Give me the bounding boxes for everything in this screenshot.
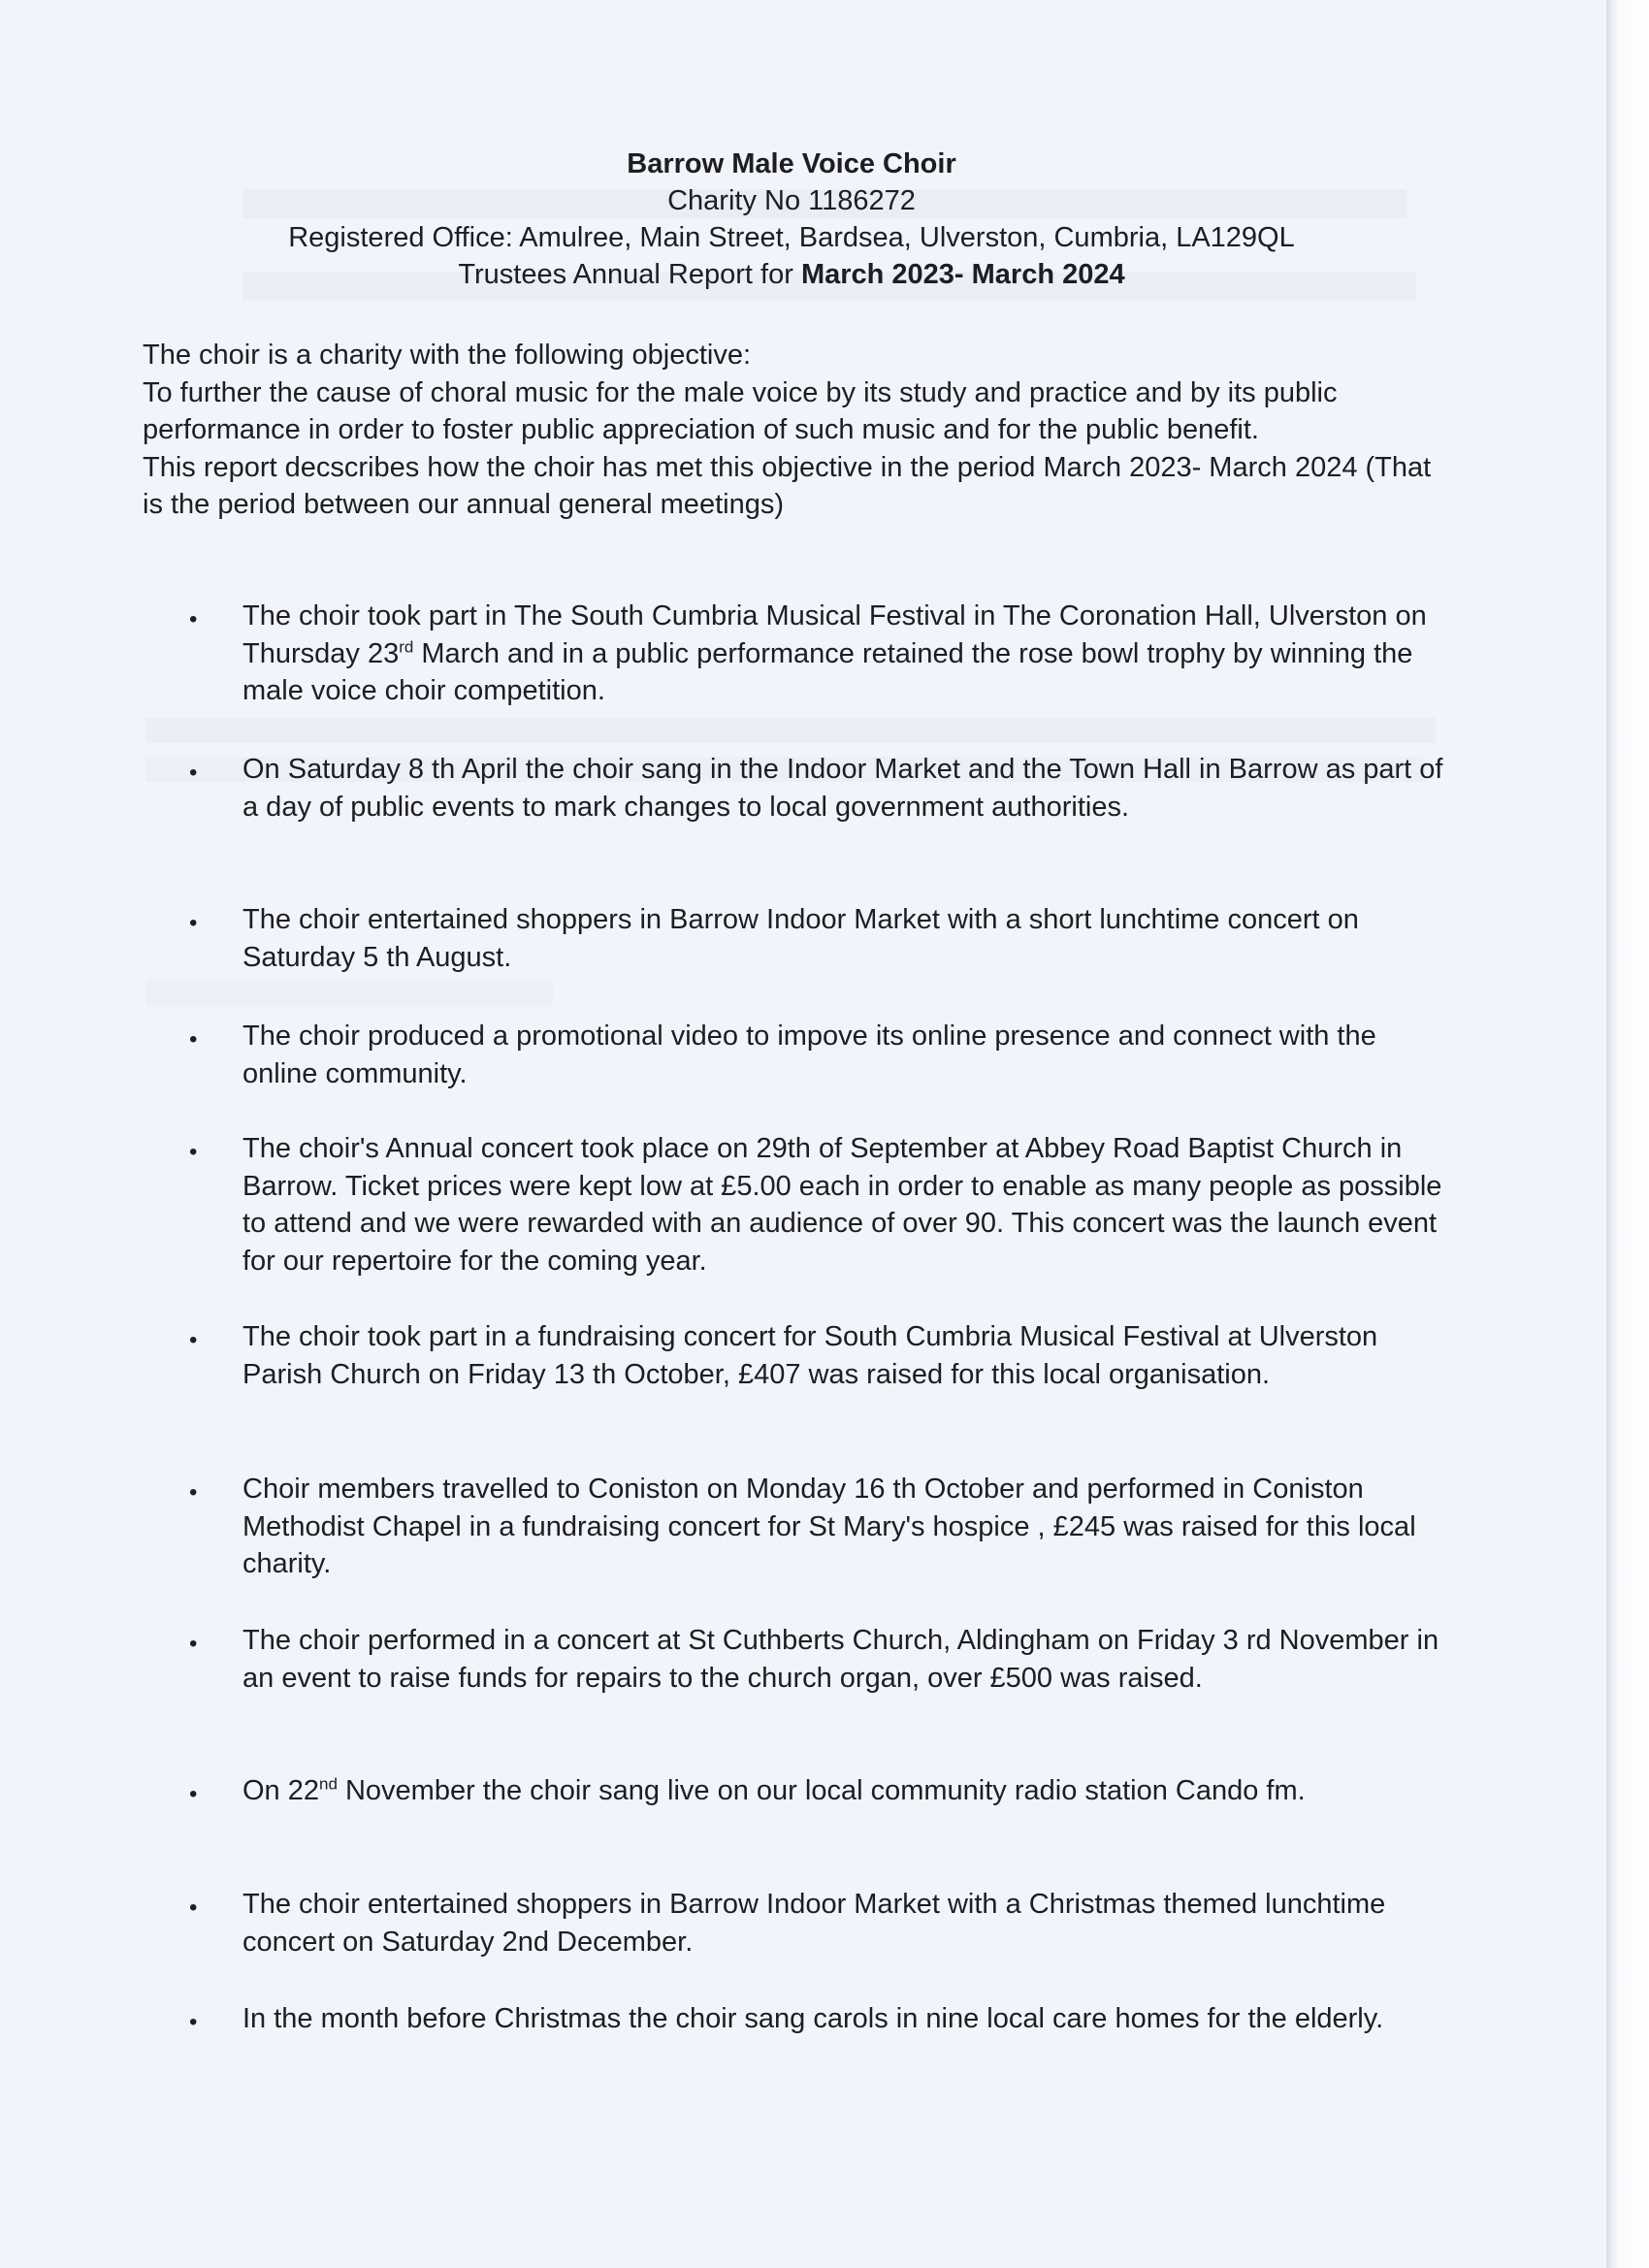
list-item-text: [242, 2000, 1455, 2038]
ordinal-suffix: rd: [399, 636, 414, 656]
list-item-text: [242, 751, 1455, 826]
list-item-text-rest: March and in a public performance retained the rose bowl trophy by winning the male voice choir competition.: [242, 637, 1413, 706]
report-description: This report decscribes how the choir has met this objective in the period March 2023- March 2024 (That is the period between our annual general meetings): [143, 451, 1432, 520]
document-header: [0, 146, 1583, 293]
list-item-text-main: The choir entertained shoppers in Barrow Indoor Market with a Christmas themed lunchtime concert on Saturday 2nd December.: [242, 1889, 1386, 1958]
list-item-text: [242, 1772, 1455, 1810]
bullet-marker: •: [189, 1479, 198, 1506]
list-item-text-main: In the month before Christmas the choir sang carols in nine local care homes for the elderly.: [242, 2003, 1384, 2034]
list-item-text-main: The choir produced a promotional video to impove its online presence and connect with the online community.: [242, 1021, 1376, 1089]
ordinal-suffix: nd: [319, 1774, 338, 1794]
bullet-marker: •: [189, 606, 198, 632]
show-through-line: [146, 718, 1436, 743]
show-through-line: [146, 980, 553, 1005]
list-item-text: [242, 1130, 1455, 1280]
list-item-text: [242, 598, 1455, 710]
list-item-text: [242, 1318, 1455, 1393]
bullet-marker: •: [189, 1631, 198, 1657]
list-item-text: [242, 1622, 1455, 1697]
intro-section: [143, 337, 1452, 524]
list-item-text-main: The choir performed in a concert at St Cuthberts Church, Aldingham on Friday 3 rd November in an event to raise funds for repairs to the church organ, over £500 was raised.: [242, 1625, 1439, 1694]
bullet-marker: •: [189, 1139, 198, 1165]
charity-number: Charity No 1186272: [667, 185, 916, 216]
report-title: [0, 256, 1583, 293]
report-title-prefix: Trustees Annual Report for: [458, 259, 801, 290]
list-item-text: [242, 901, 1455, 976]
list-item-text-rest: November the choir sang live on our local community radio station Cando fm.: [337, 1775, 1306, 1806]
bullet-marker: •: [189, 1026, 198, 1053]
list-item-text: [242, 1471, 1455, 1583]
intro-lead: The choir is a charity with the following objective:: [143, 340, 752, 371]
list-item-text-main: On Saturday 8 th April the choir sang in the Indoor Market and the Town Hall in Barrow as part of a day of public events to mark changes to local government authorities.: [242, 754, 1443, 823]
bullet-marker: •: [189, 760, 198, 786]
list-item-text-main: The choir took part in The South Cumbria Musical Festival in The Coronation Hall, Ulverston on Thursday 23: [242, 600, 1427, 669]
registered-office: Registered Office: Amulree, Main Street, Bardsea, Ulverston, Cumbria, LA129QL: [288, 222, 1295, 253]
list-item-text-main: The choir took part in a fundraising concert for South Cumbria Musical Festival at Ulverston Parish Church on Friday 13 th October, £407 was raised for this local organisation.: [242, 1321, 1378, 1390]
page-edge: [1606, 0, 1649, 2268]
bullet-marker: •: [189, 1781, 198, 1807]
charity-objective: To further the cause of choral music for the male voice by its study and practice and by its public performance in order to foster public appreciation of such music and for the public benefit.: [143, 376, 1338, 445]
report-period: March 2023- March 2024: [800, 259, 1125, 290]
bullet-marker: •: [189, 1895, 198, 1921]
choir-title: Barrow Male Voice Choir: [627, 148, 956, 179]
list-item-text: [242, 1018, 1455, 1092]
list-item-text-main: The choir entertained shoppers in Barrow Indoor Market with a short lunchtime concert on Saturday 5 th August.: [242, 904, 1359, 973]
list-item-text: [242, 1886, 1455, 1960]
bullet-marker: •: [189, 2009, 198, 2035]
bullet-marker: •: [189, 910, 198, 936]
bullet-marker: •: [189, 1327, 198, 1353]
list-item-text-main: On 22: [242, 1775, 319, 1806]
list-item-text-main: The choir's Annual concert took place on 29th of September at Abbey Road Baptist Church in Barrow. Ticket prices were kept low at £5.00 each in order to enable as many people as possible to attend and we were rewarded with an audience of over 90. This concert was the launch event for our repertoire for the coming year.: [242, 1133, 1442, 1277]
list-item-text-main: Choir members travelled to Coniston on Monday 16 th October and performed in Coniston Methodist Chapel in a fundraising concert for St Mary's hospice , £245 was raised for this local charity.: [242, 1474, 1416, 1579]
